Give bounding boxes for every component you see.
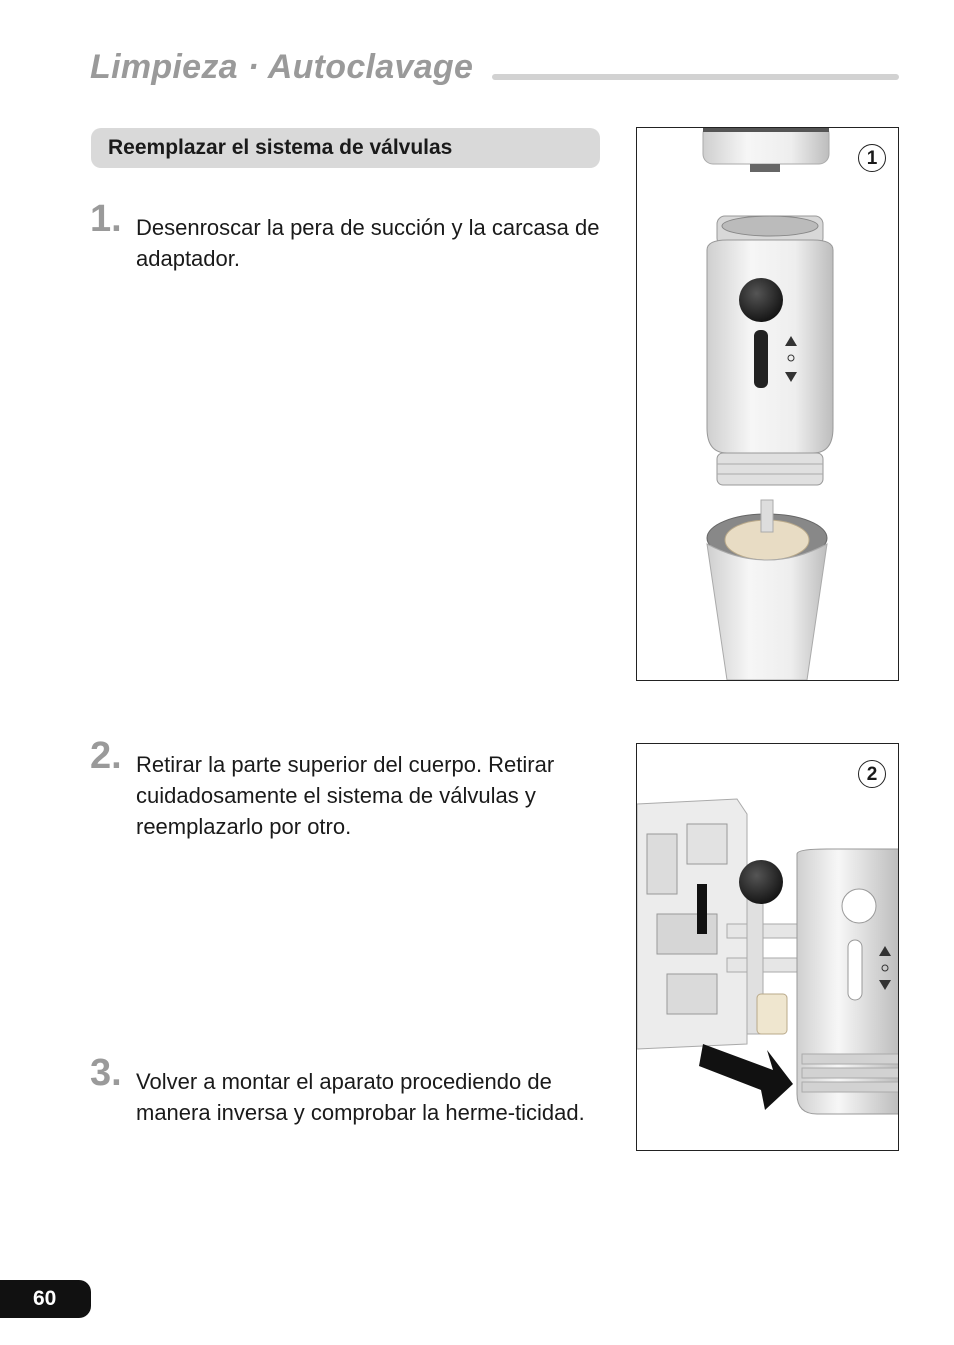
- step-text: Volver a montar el aparato procediendo de manera inversa y comprobar la herme-ticidad.: [136, 1069, 585, 1125]
- figure-1: [636, 127, 899, 681]
- figure-2-illustration: [637, 744, 899, 1151]
- section-heading: Reemplazar el sistema de válvulas: [108, 136, 453, 159]
- section-heading-box: [91, 128, 600, 168]
- figure-1-number-badge: 1: [858, 144, 886, 172]
- figure-2: [636, 743, 899, 1151]
- page-number: 60: [33, 1287, 57, 1310]
- page-number-tab: [0, 1280, 91, 1318]
- figure-1-illustration: [637, 128, 899, 681]
- step-text: Retirar la parte superior del cuerpo. Retirar cuidadosamente el sistema de válvulas y reemplazarlo por otro.: [136, 752, 555, 839]
- title-rule: [492, 74, 899, 80]
- step-number: 1.: [90, 198, 122, 240]
- step-number: 3.: [90, 1052, 122, 1094]
- step-text: Desenroscar la pera de succión y la carcasa de adaptador.: [136, 215, 600, 271]
- figure-2-number-badge: 2: [858, 760, 886, 788]
- page-title: Limpieza · Autoclavage: [90, 48, 474, 86]
- step-number: 2.: [90, 735, 122, 777]
